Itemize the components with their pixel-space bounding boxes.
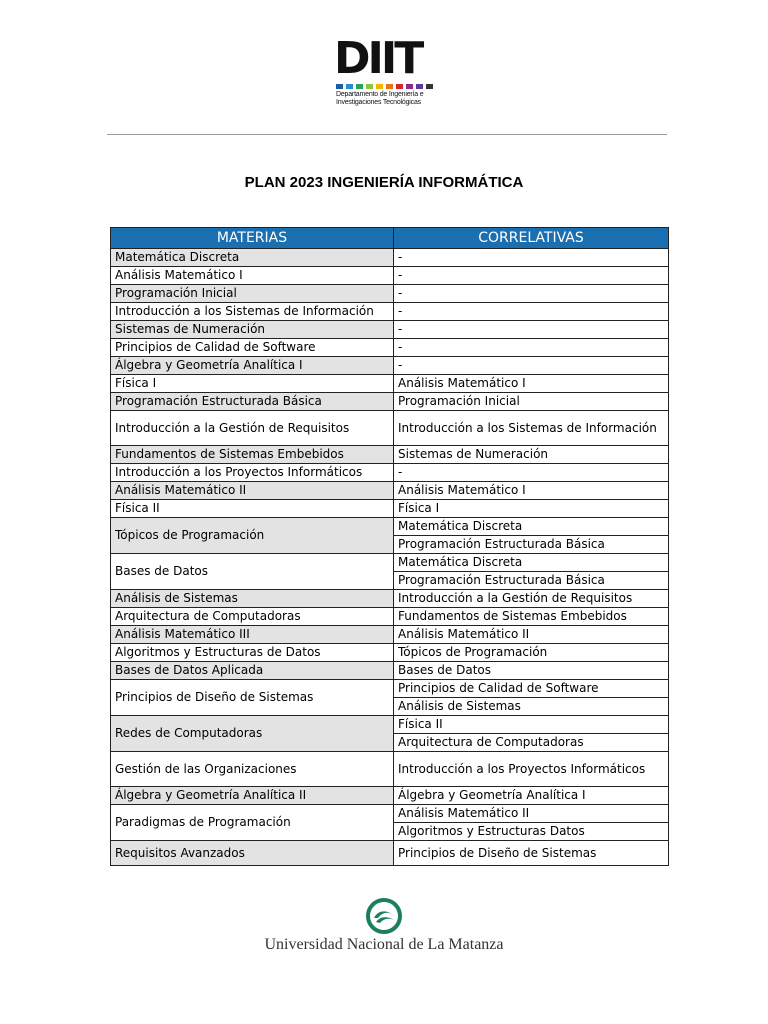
- materia-cell: Programación Estructurada Básica: [111, 393, 394, 411]
- table-row: [111, 446, 669, 464]
- correlativa-cell: Principios de Calidad de Software: [394, 680, 669, 698]
- materia-cell: Álgebra y Geometría Analítica I: [111, 357, 394, 375]
- table-row: [111, 267, 669, 285]
- correlativa-cell: Algoritmos y Estructuras Datos: [394, 823, 669, 841]
- diit-subtitle-line2: Investigaciones Tecnológicas: [336, 99, 421, 106]
- table-row: [111, 716, 669, 734]
- diit-color-swatch: [406, 84, 413, 89]
- materia-cell: Bases de Datos: [111, 554, 394, 590]
- unlam-logo: [262, 894, 506, 958]
- materia-cell: Álgebra y Geometría Analítica II: [111, 787, 394, 805]
- correlativa-cell: Introducción a los Proyectos Informáticos: [394, 752, 669, 787]
- correlativa-cell: Programación Inicial: [394, 393, 669, 411]
- correlatives-table: [110, 227, 669, 866]
- correlativa-cell: Análisis Matemático II: [394, 626, 669, 644]
- diit-color-swatch: [356, 84, 363, 89]
- materia-cell: Redes de Computadoras: [111, 716, 394, 752]
- page-title: PLAN 2023 INGENIERÍA INFORMÁTICA: [244, 174, 524, 191]
- table-row: [111, 644, 669, 662]
- table-row: [111, 554, 669, 572]
- materia-cell: Algoritmos y Estructuras de Datos: [111, 644, 394, 662]
- correlativa-cell: Bases de Datos: [394, 662, 669, 680]
- table-row: [111, 303, 669, 321]
- correlativa-cell: Arquitectura de Computadoras: [394, 734, 669, 752]
- diit-color-swatch: [426, 84, 433, 89]
- table-row: [111, 411, 669, 446]
- diit-color-swatch: [336, 84, 343, 89]
- correlativa-cell: -: [394, 321, 669, 339]
- diit-color-swatch: [366, 84, 373, 89]
- materia-cell: Análisis Matemático III: [111, 626, 394, 644]
- materia-cell: Análisis Matemático II: [111, 482, 394, 500]
- materia-cell: Paradigmas de Programación: [111, 805, 394, 841]
- table-row: [111, 321, 669, 339]
- table-row: [111, 805, 669, 823]
- diit-logo-word: DIIT: [334, 33, 422, 84]
- table-row: [111, 787, 669, 805]
- table-row: [111, 500, 669, 518]
- correlativa-cell: -: [394, 357, 669, 375]
- header-correlativas: CORRELATIVAS: [394, 228, 669, 249]
- table-row: [111, 249, 669, 267]
- correlativa-cell: Programación Estructurada Básica: [394, 572, 669, 590]
- materia-cell: Física II: [111, 500, 394, 518]
- table-row: [111, 608, 669, 626]
- materia-cell: Principios de Diseño de Sistemas: [111, 680, 394, 716]
- correlativa-cell: Principios de Diseño de Sistemas: [394, 841, 669, 866]
- university-name: Universidad Nacional de La Matanza: [264, 936, 504, 953]
- correlativa-cell: Introducción a los Sistemas de Información: [394, 411, 669, 446]
- diit-logo: [334, 33, 434, 112]
- materia-cell: Requisitos Avanzados: [111, 841, 394, 866]
- materia-cell: Tópicos de Programación: [111, 518, 394, 554]
- materia-cell: Sistemas de Numeración: [111, 321, 394, 339]
- materia-cell: Arquitectura de Computadoras: [111, 608, 394, 626]
- correlativa-cell: Matemática Discreta: [394, 554, 669, 572]
- correlativa-cell: Análisis Matemático II: [394, 805, 669, 823]
- correlativa-cell: Análisis de Sistemas: [394, 698, 669, 716]
- materia-cell: Introducción a los Proyectos Informáticos: [111, 464, 394, 482]
- correlativa-cell: Sistemas de Numeración: [394, 446, 669, 464]
- diit-color-swatch: [416, 84, 423, 89]
- table-row: [111, 339, 669, 357]
- correlativa-cell: Matemática Discreta: [394, 518, 669, 536]
- materia-cell: Principios de Calidad de Software: [111, 339, 394, 357]
- table-row: [111, 680, 669, 698]
- correlativa-cell: Tópicos de Programación: [394, 644, 669, 662]
- correlativa-cell: Introducción a la Gestión de Requisitos: [394, 590, 669, 608]
- correlativa-cell: -: [394, 267, 669, 285]
- correlativa-cell: -: [394, 285, 669, 303]
- materia-cell: Análisis de Sistemas: [111, 590, 394, 608]
- header-materias: MATERIAS: [111, 228, 394, 249]
- table-row: [111, 662, 669, 680]
- materia-cell: Gestión de las Organizaciones: [111, 752, 394, 787]
- table-row: [111, 626, 669, 644]
- correlativa-cell: Análisis Matemático I: [394, 482, 669, 500]
- correlativa-cell: Programación Estructurada Básica: [394, 536, 669, 554]
- diit-color-swatch: [396, 84, 403, 89]
- correlativa-cell: Física II: [394, 716, 669, 734]
- table-row: [111, 464, 669, 482]
- table-row: [111, 285, 669, 303]
- materia-cell: Programación Inicial: [111, 285, 394, 303]
- diit-subtitle-line1: Departamento de Ingeniería e: [336, 91, 424, 98]
- diit-color-swatch: [376, 84, 383, 89]
- diit-color-swatch: [386, 84, 393, 89]
- table-header-row: [111, 228, 669, 249]
- correlativa-cell: -: [394, 249, 669, 267]
- materia-cell: Matemática Discreta: [111, 249, 394, 267]
- table-body: [111, 249, 669, 866]
- correlativa-cell: -: [394, 303, 669, 321]
- diit-color-swatch: [346, 84, 353, 89]
- correlativa-cell: Fundamentos de Sistemas Embebidos: [394, 608, 669, 626]
- table-row: [111, 518, 669, 536]
- table-row: [111, 375, 669, 393]
- materia-cell: Bases de Datos Aplicada: [111, 662, 394, 680]
- table-row: [111, 482, 669, 500]
- materia-cell: Introducción a los Sistemas de Información: [111, 303, 394, 321]
- materia-cell: Física I: [111, 375, 394, 393]
- materia-cell: Análisis Matemático I: [111, 267, 394, 285]
- materia-cell: Introducción a la Gestión de Requisitos: [111, 411, 394, 446]
- table-row: [111, 357, 669, 375]
- materia-cell: Fundamentos de Sistemas Embebidos: [111, 446, 394, 464]
- diit-color-bar: [336, 84, 433, 89]
- header-divider: [107, 134, 667, 135]
- table-row: [111, 752, 669, 787]
- correlativa-cell: Análisis Matemático I: [394, 375, 669, 393]
- correlativa-cell: -: [394, 464, 669, 482]
- unlam-emblem-icon: [366, 898, 402, 934]
- correlativa-cell: Física I: [394, 500, 669, 518]
- table-row: [111, 590, 669, 608]
- table-row: [111, 841, 669, 866]
- table-row: [111, 393, 669, 411]
- correlativa-cell: Álgebra y Geometría Analítica I: [394, 787, 669, 805]
- diit-logo-subtitle: [336, 91, 423, 107]
- correlativa-cell: -: [394, 339, 669, 357]
